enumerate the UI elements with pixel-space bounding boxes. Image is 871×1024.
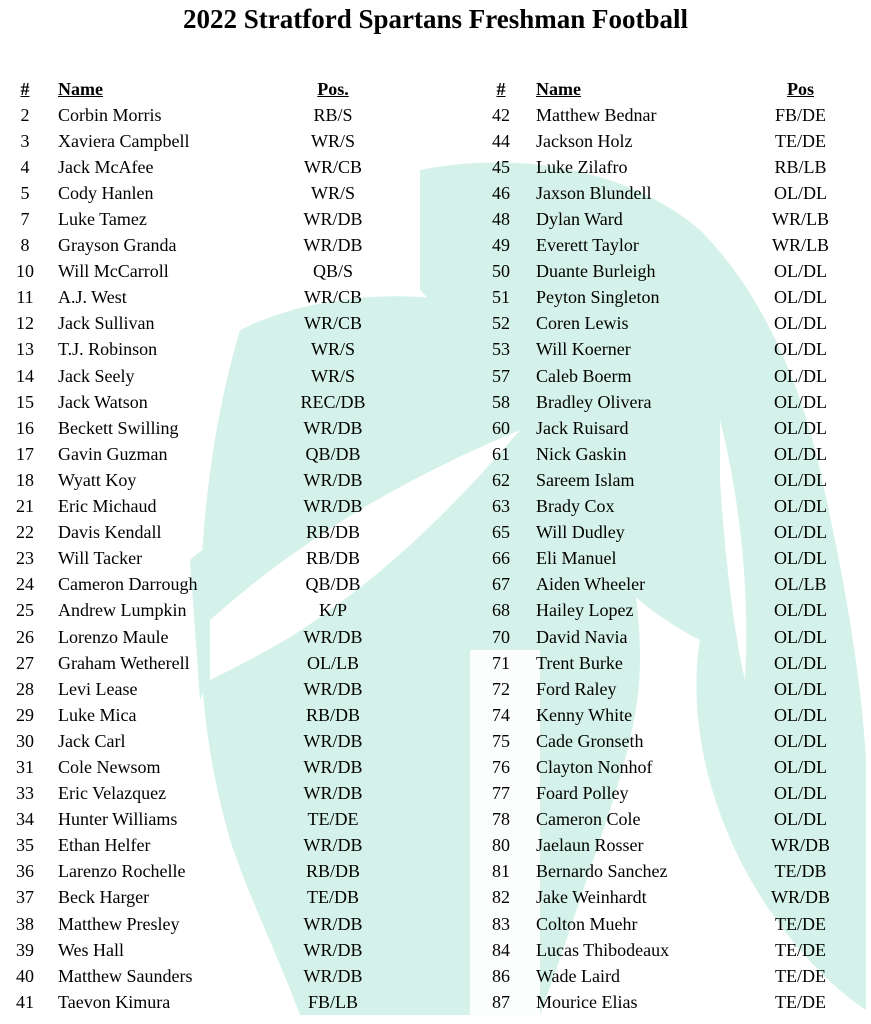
- player-position: OL/DL: [774, 678, 827, 699]
- player-position: OL/DL: [774, 548, 827, 569]
- player-position: REC/DB: [300, 391, 366, 412]
- player-position: WR/DB: [770, 835, 830, 856]
- player-position: TE/DE: [775, 939, 826, 960]
- player-number: 52: [492, 313, 510, 334]
- player-number: 23: [16, 548, 34, 569]
- player-position: OL/DL: [774, 730, 827, 751]
- player-number: 74: [492, 704, 510, 725]
- player-name: Wade Laird: [536, 965, 621, 986]
- player-position: WR/DB: [303, 469, 363, 490]
- player-position: OL/DL: [774, 626, 827, 647]
- player-position: WR/S: [310, 130, 355, 151]
- player-position: TE/DE: [775, 965, 826, 986]
- player-name: Larenzo Rochelle: [58, 861, 186, 882]
- player-position: OL/DL: [774, 365, 827, 386]
- player-name: Jake Weinhardt: [536, 887, 647, 908]
- roster-row: [10, 833, 408, 859]
- player-name: Beckett Swilling: [58, 417, 179, 438]
- player-position: OL/DL: [774, 417, 827, 438]
- roster-row: [486, 180, 843, 206]
- player-number: 7: [20, 209, 30, 230]
- roster-row: [10, 754, 408, 780]
- player-position: OL/DL: [774, 600, 827, 621]
- player-number: 13: [16, 339, 34, 360]
- player-name: Will Tacker: [58, 548, 143, 569]
- player-name: Brady Cox: [536, 496, 615, 517]
- player-number: 30: [16, 730, 34, 751]
- roster-row: [486, 676, 843, 702]
- player-number: 8: [20, 235, 30, 256]
- player-name: Dylan Ward: [536, 209, 623, 230]
- player-number: 25: [16, 600, 34, 621]
- player-name: David Navia: [536, 626, 628, 647]
- player-position: QB/DB: [305, 574, 361, 595]
- player-name: Nick Gaskin: [536, 443, 627, 464]
- player-number: 5: [20, 182, 30, 203]
- player-position: WR/LB: [772, 235, 829, 256]
- roster-row: [486, 598, 843, 624]
- player-position: WR/DB: [303, 835, 363, 856]
- player-position: WR/CB: [303, 156, 362, 177]
- player-name: Luke Mica: [58, 704, 137, 725]
- roster-row: [486, 702, 843, 728]
- player-number: 39: [16, 939, 34, 960]
- player-number: 66: [492, 548, 510, 569]
- player-number: 40: [16, 965, 34, 986]
- name-header: Name: [58, 78, 103, 99]
- player-name: Matthew Bednar: [536, 104, 657, 125]
- player-name: Hailey Lopez: [536, 600, 634, 621]
- player-number: 49: [492, 235, 510, 256]
- player-position: K/P: [318, 600, 347, 621]
- position-header: Pos: [787, 78, 814, 99]
- player-number: 36: [16, 861, 34, 882]
- player-position: WR/DB: [303, 730, 363, 751]
- player-name: Eli Manuel: [536, 548, 617, 569]
- player-number: 16: [16, 417, 34, 438]
- player-number: 63: [492, 496, 510, 517]
- player-name: Colton Muehr: [536, 913, 638, 934]
- player-position: WR/S: [310, 182, 355, 203]
- player-number: 4: [20, 156, 30, 177]
- player-number: 14: [16, 365, 34, 386]
- player-name: Eric Velazquez: [58, 783, 167, 804]
- player-name: Jackson Holz: [536, 130, 633, 151]
- player-name: Clayton Nonhof: [536, 756, 653, 777]
- roster-row: [10, 989, 408, 1015]
- roster-right-header: [486, 76, 843, 102]
- player-number: 41: [16, 991, 34, 1012]
- player-name: Matthew Saunders: [58, 965, 193, 986]
- player-name: Davis Kendall: [58, 522, 162, 543]
- player-number: 78: [492, 809, 510, 830]
- player-position: WR/DB: [303, 756, 363, 777]
- player-number: 44: [492, 130, 510, 151]
- player-position: OL/DL: [774, 652, 827, 673]
- player-number: 58: [492, 391, 510, 412]
- player-position: RB/S: [313, 104, 353, 125]
- roster-row: [10, 259, 408, 285]
- player-name: Coren Lewis: [536, 313, 629, 334]
- player-number: 24: [16, 574, 34, 595]
- player-position: OL/DL: [774, 496, 827, 517]
- player-position: WR/S: [310, 339, 355, 360]
- player-name: Cody Hanlen: [58, 182, 154, 203]
- roster-row: [10, 441, 408, 467]
- page-title: 2022 Stratford Spartans Freshman Football: [182, 4, 688, 34]
- player-number: 71: [492, 652, 510, 673]
- roster-row: [486, 233, 843, 259]
- player-name: Mourice Elias: [536, 991, 638, 1012]
- player-name: Foard Polley: [536, 783, 629, 804]
- player-name: Cameron Darrough: [58, 574, 198, 595]
- player-name: Lucas Thibodeaux: [536, 939, 670, 960]
- player-number: 45: [492, 156, 510, 177]
- player-name: Graham Wetherell: [58, 652, 190, 673]
- roster-row: [10, 624, 408, 650]
- player-name: Will Koerner: [536, 339, 631, 360]
- player-number: 26: [16, 626, 34, 647]
- player-number: 67: [492, 574, 510, 595]
- roster-row: [486, 624, 843, 650]
- player-number: 65: [492, 522, 510, 543]
- player-position: OL/DL: [774, 391, 827, 412]
- player-number: 84: [492, 939, 510, 960]
- player-name: Jack McAfee: [58, 156, 154, 177]
- roster-row: [10, 285, 408, 311]
- player-number: 75: [492, 730, 510, 751]
- player-number: 60: [492, 417, 510, 438]
- player-name: Gavin Guzman: [58, 443, 168, 464]
- player-number: 15: [16, 391, 34, 412]
- roster-row: [486, 337, 843, 363]
- player-position: FB/DE: [774, 104, 826, 125]
- player-name: Jack Carl: [58, 730, 126, 751]
- player-name: Will Dudley: [536, 522, 625, 543]
- player-name: Kenny White: [536, 704, 633, 725]
- player-number: 61: [492, 443, 510, 464]
- player-number: 34: [16, 809, 34, 830]
- roster-row: [10, 859, 408, 885]
- roster-row: [486, 363, 843, 389]
- player-name: Matthew Presley: [58, 913, 180, 934]
- roster-row: [10, 937, 408, 963]
- player-name: Beck Harger: [58, 887, 150, 908]
- roster-row: [486, 650, 843, 676]
- player-position: OL/DL: [774, 261, 827, 282]
- player-number: 50: [492, 261, 510, 282]
- player-name: Bernardo Sanchez: [536, 861, 668, 882]
- player-name: Bradley Olivera: [536, 391, 652, 412]
- player-number: 62: [492, 469, 510, 490]
- player-name: Taevon Kimura: [58, 991, 171, 1012]
- roster-row: [486, 963, 843, 989]
- player-name: Lorenzo Maule: [58, 626, 169, 647]
- player-position: WR/DB: [303, 913, 363, 934]
- player-position: WR/DB: [303, 209, 363, 230]
- roster-row: [10, 572, 408, 598]
- player-position: WR/DB: [303, 965, 363, 986]
- roster-row: [486, 781, 843, 807]
- player-number: 37: [16, 887, 34, 908]
- roster-row: [10, 337, 408, 363]
- roster-row: [486, 285, 843, 311]
- player-number: 42: [492, 104, 510, 125]
- player-number: 29: [16, 704, 34, 725]
- roster-row: [486, 467, 843, 493]
- player-name: Jack Watson: [58, 391, 148, 412]
- player-number: 27: [16, 652, 34, 673]
- player-number: 68: [492, 600, 510, 621]
- player-number: 17: [16, 443, 34, 464]
- roster-row: [10, 911, 408, 937]
- roster-row: [10, 885, 408, 911]
- player-number: 53: [492, 339, 510, 360]
- number-header: #: [496, 78, 506, 99]
- player-position: QB/DB: [305, 443, 361, 464]
- player-name: Wes Hall: [58, 939, 125, 960]
- player-name: Caleb Boerm: [536, 365, 632, 386]
- number-header: #: [20, 78, 30, 99]
- player-name: Levi Lease: [58, 678, 138, 699]
- player-number: 80: [492, 835, 510, 856]
- roster-row: [486, 441, 843, 467]
- player-position: WR/DB: [303, 783, 363, 804]
- player-position: TE/DE: [775, 913, 826, 934]
- roster-row: [486, 311, 843, 337]
- player-position: WR/DB: [303, 678, 363, 699]
- player-position: OL/LB: [774, 574, 827, 595]
- roster-row: [10, 154, 408, 180]
- roster-row: [10, 311, 408, 337]
- player-number: 70: [492, 626, 510, 647]
- player-position: TE/DE: [775, 130, 826, 151]
- player-number: 33: [16, 783, 34, 804]
- roster-row: [10, 206, 408, 232]
- player-position: WR/DB: [303, 235, 363, 256]
- roster-row: [10, 102, 408, 128]
- roster-row: [486, 259, 843, 285]
- player-position: TE/DB: [307, 887, 359, 908]
- roster-row: [10, 415, 408, 441]
- player-position: OL/DL: [774, 809, 827, 830]
- roster-row: [486, 154, 843, 180]
- player-name: Everett Taylor: [536, 235, 639, 256]
- player-name: Ford Raley: [536, 678, 617, 699]
- player-name: Wyatt Koy: [58, 469, 137, 490]
- player-number: 3: [20, 130, 30, 151]
- player-name: Luke Tamez: [58, 209, 147, 230]
- roster-row: [10, 676, 408, 702]
- player-position: OL/DL: [774, 182, 827, 203]
- player-position: WR/DB: [303, 939, 363, 960]
- roster-row: [486, 128, 843, 154]
- player-name: Aiden Wheeler: [536, 574, 646, 595]
- roster-row: [486, 885, 843, 911]
- roster-row: [486, 415, 843, 441]
- roster-row: [10, 233, 408, 259]
- roster-row: [10, 598, 408, 624]
- roster-row: [10, 389, 408, 415]
- roster-row: [486, 807, 843, 833]
- roster-row: [486, 546, 843, 572]
- player-name: Luke Zilafro: [536, 156, 628, 177]
- roster-row: [486, 833, 843, 859]
- player-number: 76: [492, 756, 510, 777]
- player-name: Cole Newsom: [58, 756, 161, 777]
- player-name: Grayson Granda: [58, 235, 177, 256]
- player-number: 28: [16, 678, 34, 699]
- name-header: Name: [536, 78, 581, 99]
- roster-row: [10, 728, 408, 754]
- roster-row: [486, 520, 843, 546]
- player-name: Jack Seely: [58, 365, 135, 386]
- player-position: WR/DB: [770, 887, 830, 908]
- player-number: 81: [492, 861, 510, 882]
- player-number: 38: [16, 913, 34, 934]
- roster-row: [486, 859, 843, 885]
- player-number: 10: [16, 261, 34, 282]
- roster-row: [10, 180, 408, 206]
- player-number: 57: [492, 365, 510, 386]
- player-position: WR/DB: [303, 417, 363, 438]
- player-position: RB/LB: [774, 156, 827, 177]
- player-number: 22: [16, 522, 34, 543]
- player-number: 11: [16, 287, 34, 308]
- player-name: Corbin Morris: [58, 104, 162, 125]
- player-position: WR/LB: [772, 209, 829, 230]
- roster-row: [486, 206, 843, 232]
- roster-row: [486, 754, 843, 780]
- player-number: 48: [492, 209, 510, 230]
- player-position: OL/DL: [774, 443, 827, 464]
- player-position: WR/CB: [303, 313, 362, 334]
- player-position: RB/DB: [305, 861, 361, 882]
- roster-row: [10, 650, 408, 676]
- player-position: OL/DL: [774, 756, 827, 777]
- roster-row: [10, 963, 408, 989]
- player-name: Sareem Islam: [536, 469, 635, 490]
- roster-row: [486, 389, 843, 415]
- player-position: WR/S: [310, 365, 355, 386]
- player-name: Jaxson Blundell: [536, 182, 652, 203]
- player-number: 83: [492, 913, 510, 934]
- player-name: Duante Burleigh: [536, 261, 656, 282]
- roster-row: [10, 702, 408, 728]
- player-position: RB/DB: [305, 548, 361, 569]
- roster-left-column: [10, 76, 408, 1015]
- player-name: Xaviera Campbell: [58, 130, 190, 151]
- player-number: 77: [492, 783, 510, 804]
- player-name: Jack Ruisard: [536, 417, 629, 438]
- player-number: 12: [16, 313, 34, 334]
- player-number: 86: [492, 965, 510, 986]
- player-position: TE/DE: [775, 991, 826, 1012]
- player-number: 18: [16, 469, 34, 490]
- roster-row: [10, 781, 408, 807]
- player-name: Jack Sullivan: [58, 313, 155, 334]
- player-number: 72: [492, 678, 510, 699]
- player-number: 35: [16, 835, 34, 856]
- player-name: Hunter Williams: [58, 809, 178, 830]
- player-name: Cameron Cole: [536, 809, 641, 830]
- player-position: TE/DE: [307, 809, 359, 830]
- player-name: Cade Gronseth: [536, 730, 644, 751]
- player-position: FB/LB: [307, 991, 359, 1012]
- player-name: Trent Burke: [536, 652, 623, 673]
- player-name: Peyton Singleton: [536, 287, 660, 308]
- roster-row: [10, 546, 408, 572]
- roster-row: [10, 807, 408, 833]
- player-name: Eric Michaud: [58, 496, 157, 517]
- roster-row: [10, 363, 408, 389]
- player-position: OL/DL: [774, 313, 827, 334]
- player-number: 82: [492, 887, 510, 908]
- player-number: 87: [492, 991, 510, 1012]
- player-position: OL/LB: [307, 652, 359, 673]
- player-position: RB/DB: [305, 522, 361, 543]
- roster-left-header: [10, 76, 408, 102]
- player-name: A.J. West: [58, 287, 127, 308]
- player-position: WR/CB: [303, 287, 362, 308]
- player-position: OL/DL: [774, 469, 827, 490]
- player-position: OL/DL: [774, 339, 827, 360]
- player-position: OL/DL: [774, 704, 827, 725]
- player-position: WR/DB: [303, 496, 363, 517]
- player-number: 21: [16, 496, 34, 517]
- roster-row: [486, 494, 843, 520]
- player-position: QB/S: [312, 261, 354, 282]
- roster-row: [486, 728, 843, 754]
- player-name: Jaelaun Rosser: [536, 835, 644, 856]
- player-name: T.J. Robinson: [58, 339, 158, 360]
- player-position: OL/DL: [774, 783, 827, 804]
- player-position: TE/DB: [774, 861, 827, 882]
- player-position: OL/DL: [774, 522, 827, 543]
- player-number: 2: [20, 104, 30, 125]
- roster-row: [10, 128, 408, 154]
- roster-row: [486, 989, 843, 1015]
- roster-row: [10, 467, 408, 493]
- player-position: OL/DL: [774, 287, 827, 308]
- roster-row: [486, 102, 843, 128]
- player-position: WR/DB: [303, 626, 363, 647]
- player-number: 51: [492, 287, 510, 308]
- player-name: Ethan Helfer: [58, 835, 151, 856]
- roster-row: [10, 494, 408, 520]
- position-header: Pos.: [317, 78, 349, 99]
- roster-right-column: [486, 76, 843, 1015]
- player-name: Andrew Lumpkin: [58, 600, 187, 621]
- player-number: 31: [16, 756, 34, 777]
- roster-row: [10, 520, 408, 546]
- player-number: 46: [492, 182, 510, 203]
- roster-row: [486, 572, 843, 598]
- player-position: RB/DB: [305, 704, 361, 725]
- roster-row: [486, 911, 843, 937]
- player-name: Will McCarroll: [58, 261, 169, 282]
- roster-row: [486, 937, 843, 963]
